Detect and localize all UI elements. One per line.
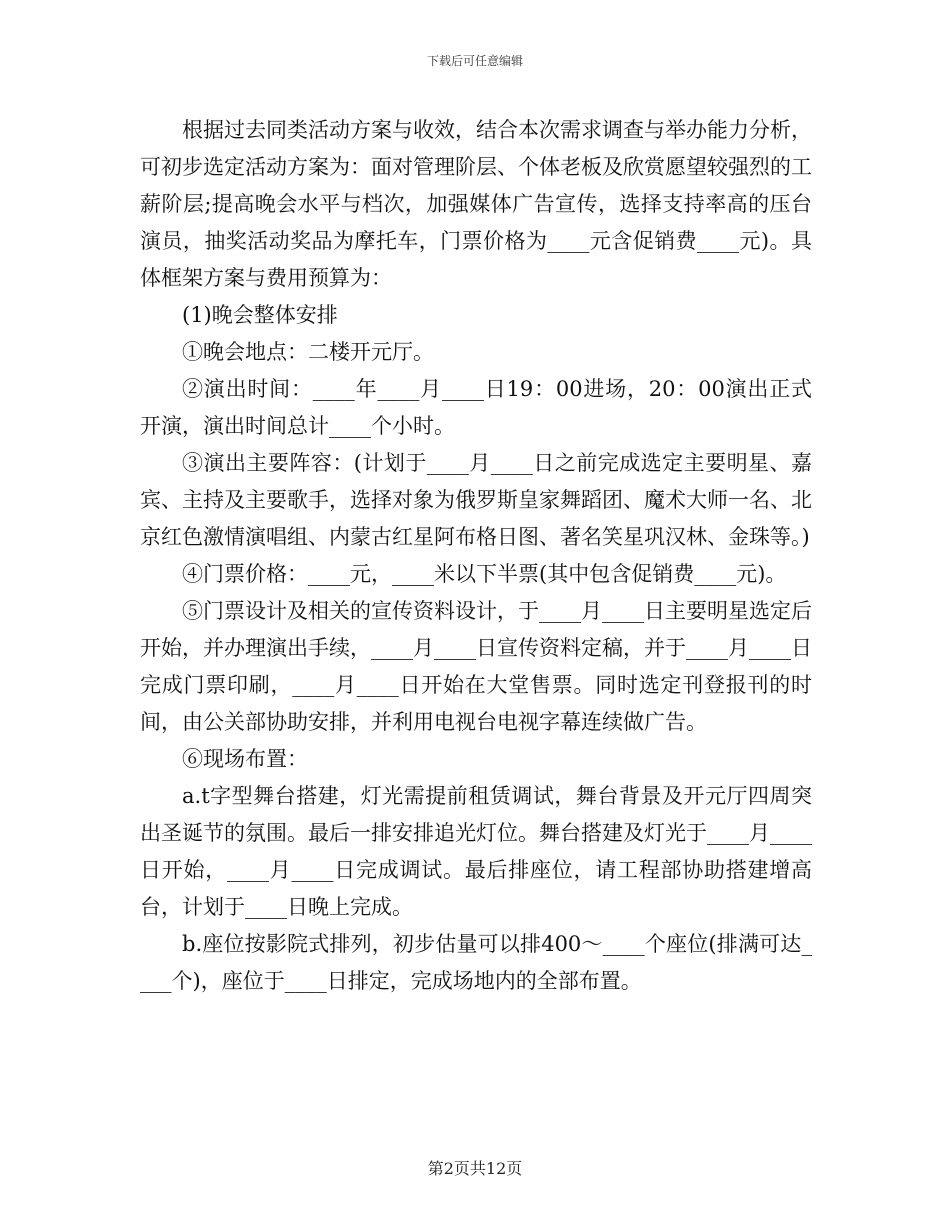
paragraph-ticket-design: ⑤门票设计及相关的宣传资料设计，于____月____日主要明星选定后开始，并办理演出手续，____月____日宣传资料定稿，并于____月____日完成门票印刷，____月____日开始在大堂售票。同时选定刊登报刊的时间，由公关部协助安排，并利用电视台电视字幕连续做广告。 xyxy=(140,599,812,734)
paragraph-site-setup-heading: ⑥现场布置： xyxy=(182,747,308,771)
document-body xyxy=(140,112,812,1000)
paragraph-show-time: ②演出时间：____年____月____日19：00进场，20：00演出正式开演，演出时间总计____个小时。 xyxy=(140,377,812,438)
page-header-note: 下载后可任意编辑 xyxy=(426,54,523,68)
paragraph-section-heading: (1)晚会整体安排 xyxy=(182,303,338,327)
paragraph-lineup: ③演出主要阵容：(计划于____月____日之前完成选定主要明星、嘉宾、主持及主要歌手，选择对象为俄罗斯皇家舞蹈团、魔术大师一名、北京红色激情演唱组、内蒙古红星阿布格日图、著名笑星巩汉林、金珠等。) xyxy=(140,451,812,549)
paragraph-intro: 根据过去同类活动方案与收效，结合本次需求调查与举办能力分析，可初步选定活动方案为：面对管理阶层、个体老板及欣赏愿望较强烈的工薪阶层;提高晚会水平与档次，加强媒体广告宣传，选择支持率高的压台演员，抽奖活动奖品为摩托车，门票价格为____元含促销费____元)。具体框架方案与费用预算为： xyxy=(140,118,812,290)
paragraph-seating: b.座位按影院式排列，初步估量可以排400～____个座位(排满可达____个)，座位于____日排定，完成场地内的全部布置。 xyxy=(140,932,812,993)
paragraph-venue: ①晚会地点：二楼开元厅。 xyxy=(182,340,434,364)
paragraph-ticket-price: ④门票价格：____元，____米以下半票(其中包含促销费____元)。 xyxy=(182,562,787,586)
paragraph-stage-setup: a.t字型舞台搭建，灯光需提前租赁调试，舞台背景及开元厅四周突出圣诞节的氛围。最后一排安排追光灯位。舞台搭建及灯光于____月____日开始，____月____日完成调试。最后排座位，请工程部协助搭建增高台，计划于____日晚上完成。 xyxy=(140,784,812,919)
page-footer-pagination: 第2页共12页 xyxy=(427,1159,523,1178)
